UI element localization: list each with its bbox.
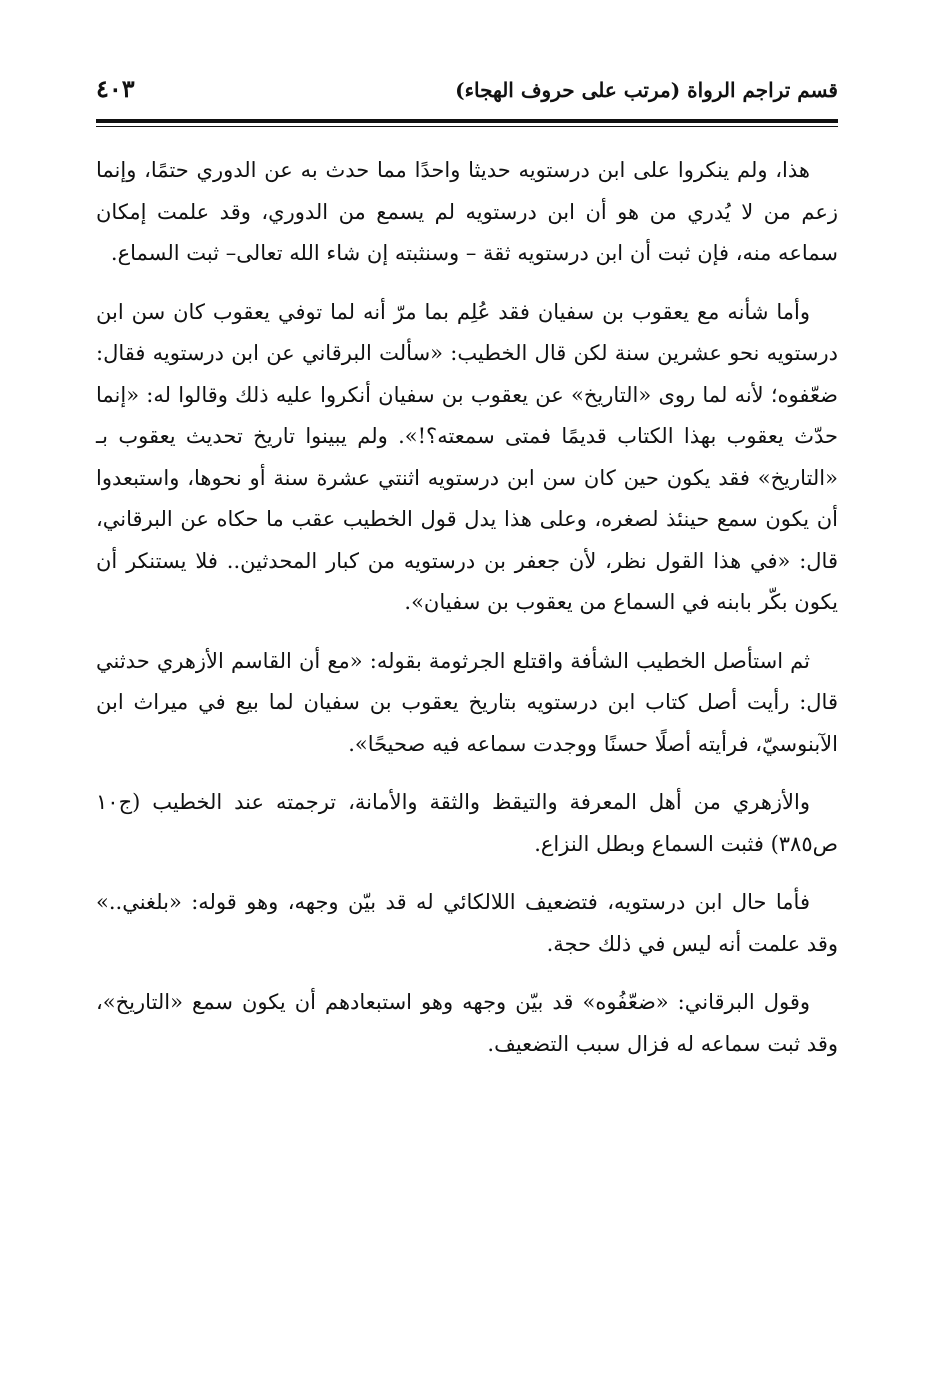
paragraph-6: وقول البرقاني: «ضعّفُوه» قد بيّن وجهه وهو استبعادهم أن يكون سمع «التاريخ»، وقد ثبت سماعه له فزال سبب التضعيف. [96, 990, 838, 1056]
header-title: قسم تراجم الرواة (مرتب على حروف الهجاء) [455, 78, 838, 102]
header-rule-thin [96, 126, 838, 127]
header-rule-thick [96, 119, 838, 123]
paragraph-4: والأزهري من أهل المعرفة والتيقظ والثقة والأمانة، ترجمته عند الخطيب (ج١٠ ص٣٨٥) فثبت السماع وبطل النزاع. [96, 790, 838, 856]
page-number: ٤٠٣ [96, 74, 135, 103]
running-header [96, 60, 838, 120]
paragraph-2: وأما شأنه مع يعقوب بن سفيان فقد عُلِم بما مرّ أنه لما توفي يعقوب كان سن ابن درستويه نحو عشرين سنة لكن قال الخطيب: «سألت البرقاني عن ابن درستويه فقال: ضعّفوه؛ لأنه لما روى «التاريخ» عن يعقوب بن سفيان أنكروا عليه ذلك وقالوا له: «إنما حدّث يعقوب بهذا الكتاب قديمًا فمتى سمعته؟!». ولم يبينوا تاريخ تحديث يعقوب بـ «التاريخ» فقد يكون حين كان سن ابن درستويه اثنتي عشرة سنة أو نحوها، واستبعدوا أن يكون سمع حينئذ لصغره، وعلى هذا يدل قول الخطيب عقب ما حكاه عن البرقاني، قال: «في هذا القول نظر، لأن جعفر بن درستويه من كبار المحدثين.. فلا يستنكر أن يكون بكّر بابنه في السماع من يعقوب بن سفيان». [96, 299, 838, 614]
paragraph-3: ثم استأصل الخطيب الشأفة واقتلع الجرثومة بقوله: «مع أن القاسم الأزهري حدثني قال: رأيت أصل كتاب ابن درستويه بتاريخ يعقوب بن سفيان لما بيع في ميراث ابن الآبنوسيّ، فرأيته أصلًا حسنًا ووجدت سماعه فيه صحيحًا». [96, 648, 838, 756]
paragraph-5: فأما حال ابن درستويه، فتضعيف اللالكائي له قد بيّن وجهه، وهو قوله: «بلغني..» وقد علمت أنه ليس في ذلك حجة. [96, 890, 838, 956]
body-text [96, 150, 838, 1082]
paragraph-1: هذا، ولم ينكروا على ابن درستويه حديثا واحدًا مما حدث به عن الدوري حتمًا، وإنما زعم من لا يُدري من هو أن ابن درستويه لم يسمع من الدوري، وقد علمت إمكان سماعه منه، فإن ثبت أن ابن درستويه ثقة – وسنثبته إن شاء الله تعالى– ثبت السماع. [96, 158, 838, 265]
